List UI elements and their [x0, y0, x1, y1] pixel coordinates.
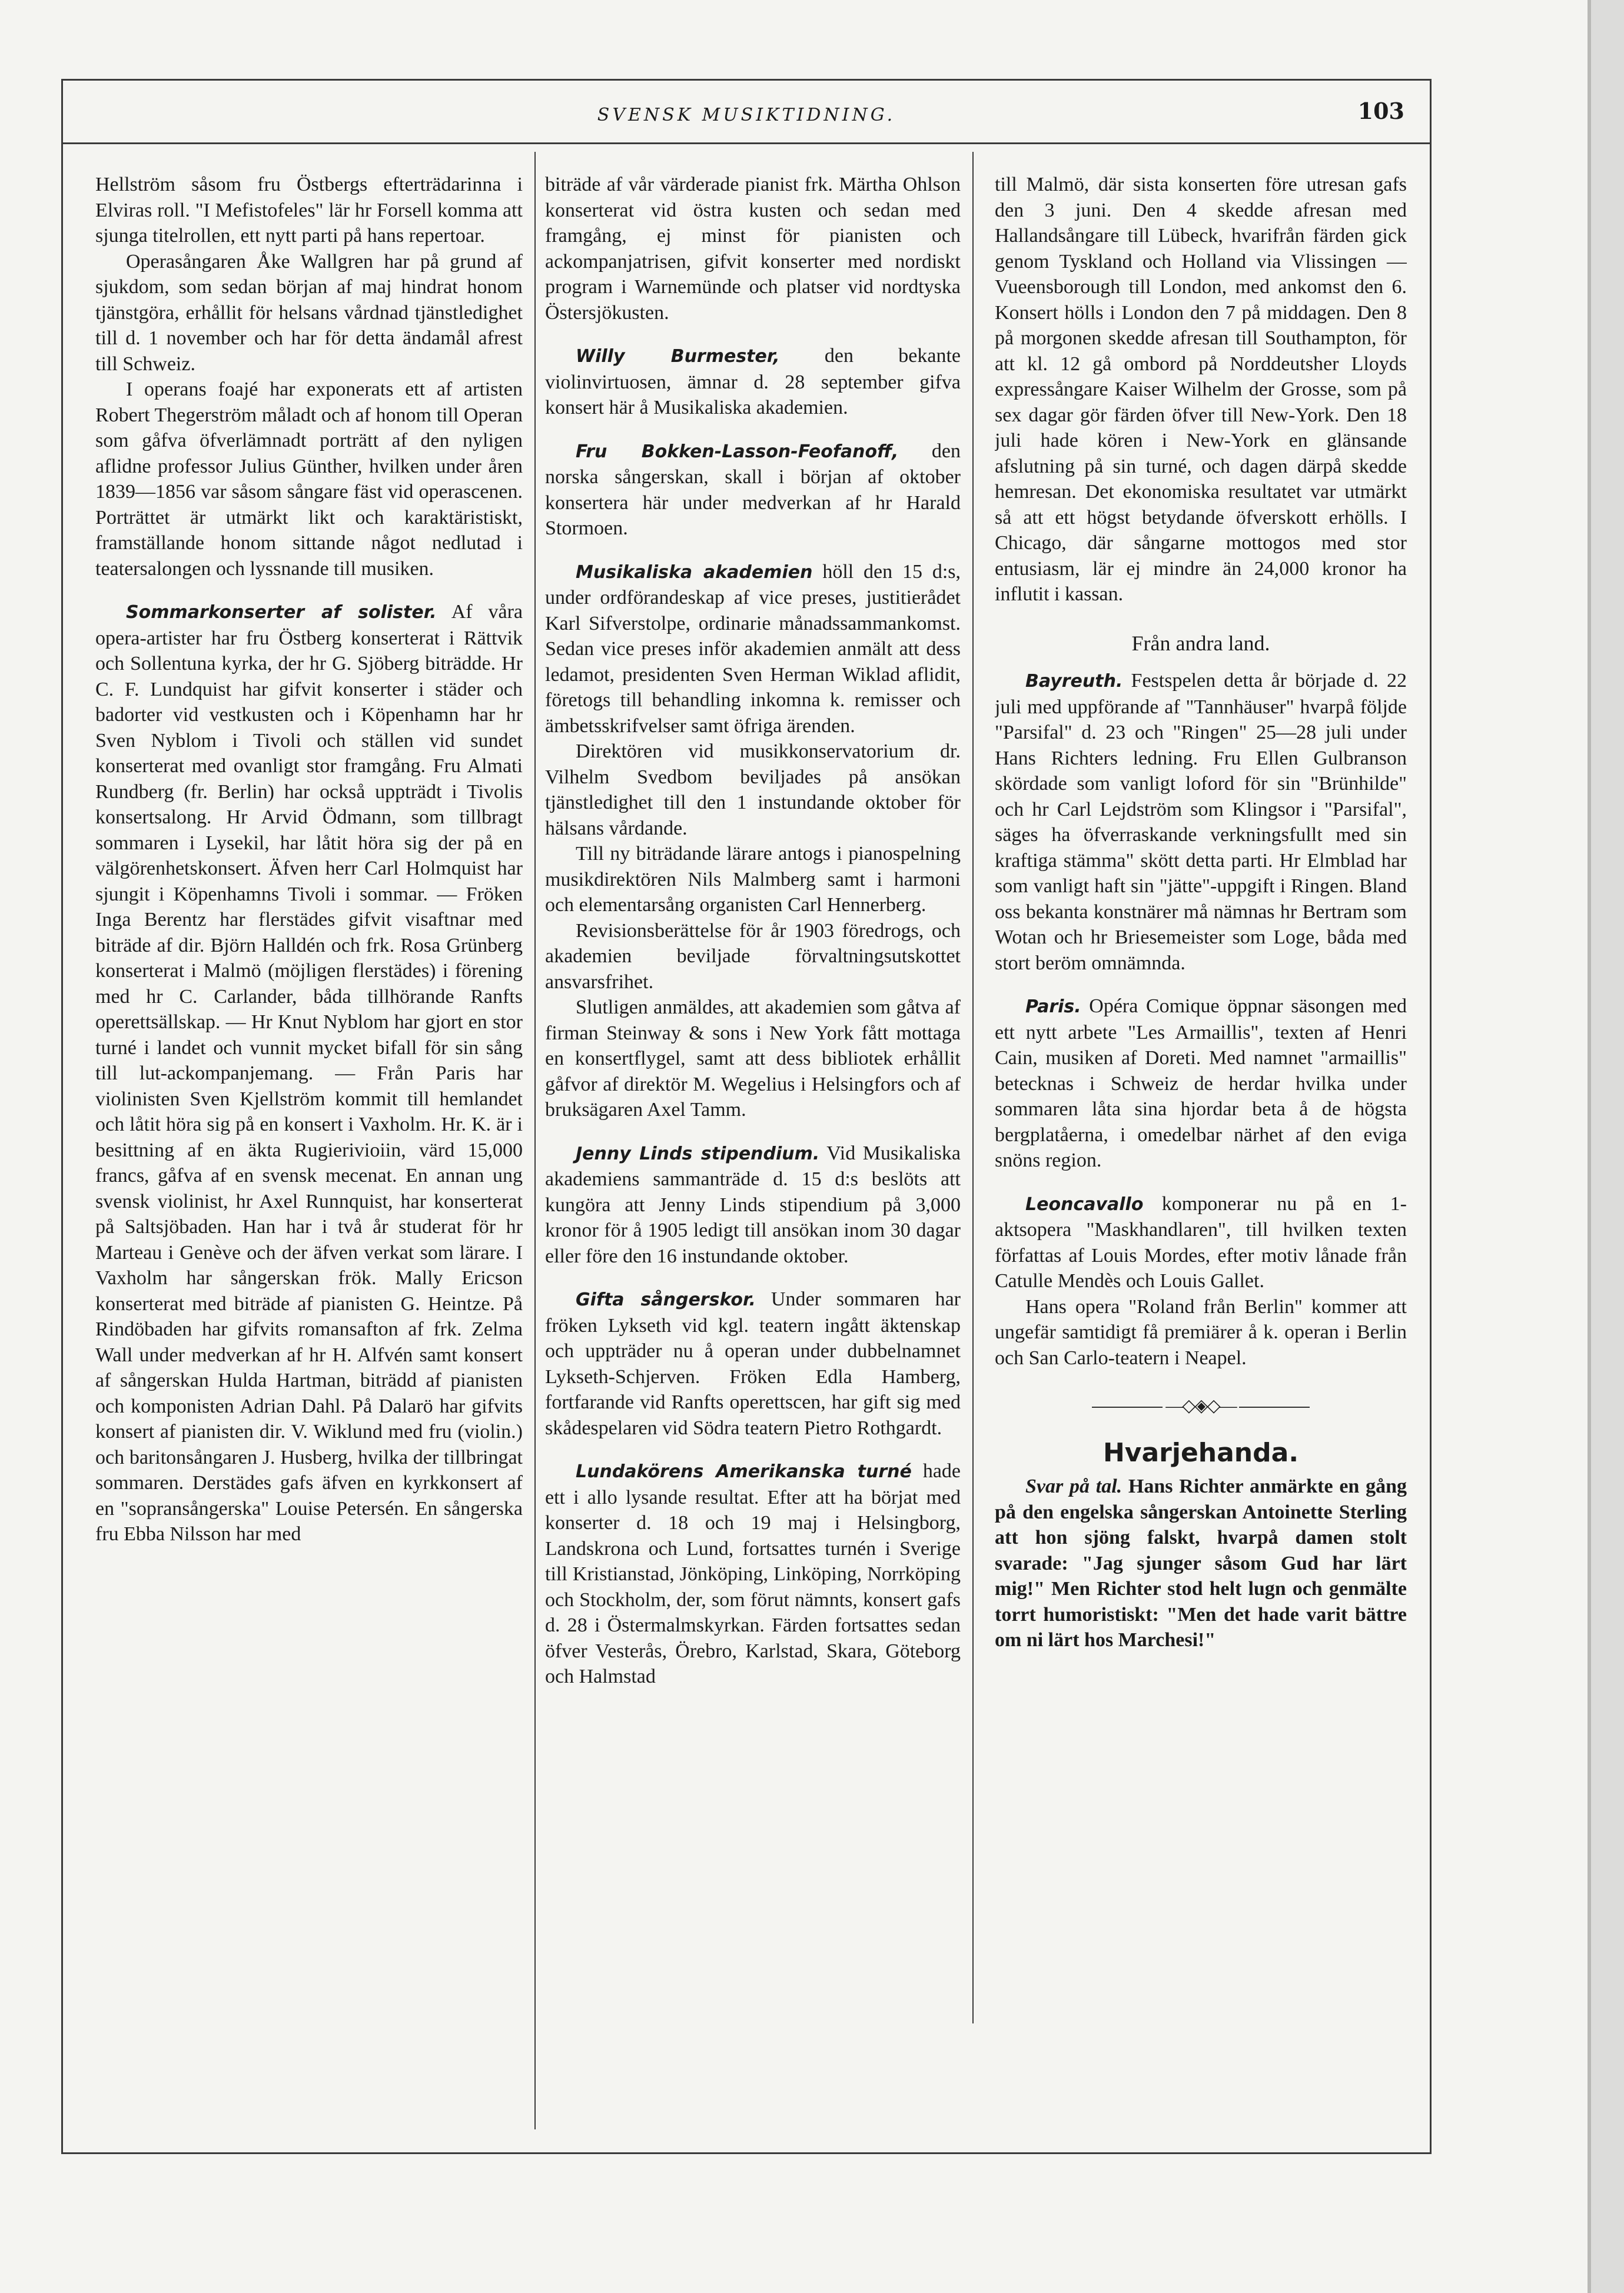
article-leoncavallo — [995, 1191, 1407, 1294]
ornament-divider — [995, 1393, 1407, 1419]
article-heading: Willy Burmester, — [576, 346, 780, 367]
ornament-line-right — [1239, 1407, 1310, 1408]
article-text: Af våra opera-artister har fru Östberg konserterat i Rättvik och Sollentuna kyrka, der hr G. Sjöberg biträdde. Hr C. F. Lundquist har gifvit konserter i städer och badorter vid vestkusten och i Köpenhamn har hr Sven Nyblom i Tivoli och ställen vid sundet konserterat med ovanligt stor framgång. Fru Almati Rundberg (fr. Berlin) har också uppträdt i Tivolis konsertsalong. Hr Arvid Ödmann, som tillbragt sommaren i Lysekil, har låtit höra sig der på en välgörenhetskonsert. Äfven herr Carl Holmquist har sjungit i Köpenhamns Tivoli i sommar. — Fröken Inga Berentz har flerstädes gifvit visaftnar med biträde af dir. Björn Halldén och frk. Rosa Grünberg konserterat i Malmö (möjligen flerstädes) i förening med hr C. Carlander, båda tillhörande Ranfts operettsällskap. — Hr Knut Nyblom har gjort en stor turné i landet och vunnit mycket bifall för sin sång till lut-ackompanjemang. — Från Paris har violinisten Sven Kjellström kommit till hemlandet och låtit höra sig på en konsert i Vaxholm. Hr. K. är i besittning af en äkta Rugierivioiin, värd 15,000 francs, gåfva af en svensk mecenat. En annan ung svensk violinist, hr Axel Runnquist, har konserterat på Saltsjöbaden. Han har i två år studerat för hr Marteau i Genève och der äfven verkat som lärare. I Vaxholm har sångerskan frök. Mally Ericson konserterat med biträde af pianisten G. Heintze. På Rindöbaden har gifvits romansafton af frk. Zelma Wall under medverkan af hr H. Alfvén samt konsert af sångerskan Hulda Hartman, biträdd af pianisten och komponisten Adrian Dahl. På Dalarö har gifvits konsert af pianisten dir. V. Wiklund med fru (violin.) och baritonsångaren J. Husberg, hvilka der tillbringat sommaren. Derstädes gafs äfven en kyrkkonsert af en "sopransångerska" Louise Petersén. En sångerska fru Ebba Nilsson har med — [95, 601, 523, 1545]
article-bokken-lasson — [545, 438, 961, 541]
article-jenny-lind — [545, 1141, 961, 1270]
paragraph: Operasångaren Åke Wallgren har på grund af sjukdom, som sedan början af maj hindrat honom tjänstgöra, erhållit för helsans vårdnad tjänstledighet till d. 1 november och har för detta ändamål afrest till Schweiz. — [95, 250, 523, 375]
article-heading: Sommarkonserter af solister. — [126, 602, 437, 623]
article-text: den norska sångerskan, skall i början af oktober konsertera här under medverkan af hr Harald Stormoen. — [545, 440, 961, 539]
article-heading: Bayreuth. — [1025, 671, 1123, 692]
article-heading: Musikaliska akademien — [576, 561, 813, 583]
article-svar-pa-tal — [995, 1474, 1407, 1653]
article-text: Vid Musikaliska akademiens sammanträde d. 15 d:s beslöts att kungöra att Jenny Linds stipendium på 3,000 kronor för å 1905 ledigt till ansökan inom 30 dagar eller före den 16 instundande oktober. — [545, 1142, 961, 1267]
paragraph: Hellström såsom fru Östbergs efterträdarinna i Elviras roll. "I Mefistofeles" lär hr Forsell komma att sjunga titelrollen, ett nytt parti på hans repertoar. — [95, 174, 523, 247]
article-bayreuth — [995, 668, 1407, 976]
article-text: hade ett i allo lysande resultat. Efter att ha börjat med konserter d. 18 och 19 maj i Helsingborg, Landskrona och Lund, fortsattes turnén i Sverige till Kristianstad, Jönköping, Linköping, Norrköping och Stockholm, der, som förut nämnts, konsert gafs d. 28 i Östermalmskyrkan. Färden fortsattes sedan öfver Vesterås, Örebro, Karlstad, Skara, Göteborg och Halmstad — [545, 1460, 961, 1687]
paragraph: till Malmö, där sista konserten före utresan gafs den 3 juni. Den 4 skedde afresan med Hallandsångare till Lübeck, hvarifrån färden gick genom Tyskland och Holland via Vlissingen —Vueensborough till London, med ankomst den 6. Konsert hölls i London den 7 på middagen. Den 8 på morgonen skedde afresan till Southampton, för att kl. 12 gå ombord på Norddeutsher Lloyds expressångare Kaiser Wilhelm der Grosse, som på sex dagar gör färden öfver till New-York. Den 18 juli hade kören i New-York en glänsande afslutning på sin turné, och dagen därpå skedde hemresan. Det ekonomiska resultatet var utmärkt så att ett högst betydande öfverskott erhölls. I Chicago, där sångarne mottogos med stor entusiasm, lär ej mindre än 24,000 kronor ha influtit i kassan. — [995, 174, 1407, 605]
running-title: SVENSK MUSIKTIDNING. — [597, 105, 896, 125]
article-text: Opéra Comique öppnar säsongen med ett nytt arbete "Les Armaillis", texten af Henri Cain, musiken af Doreti. Med namnet "armaillis" betecknas i Schweiz de herdar hvilka under sommaren låta sina hjordar beta å de högsta bergplatåerna, i omedelbar närhet af den eviga snöns region. — [995, 995, 1407, 1171]
left-column — [95, 172, 523, 2138]
paragraph: Direktören vid musikkonservatorium dr. Vilhelm Svedbom beviljades på ansökan tjänstledighet till den 1 instundande oktober för hälsans vårdande. — [545, 740, 961, 839]
article-heading: Leoncavallo — [1025, 1194, 1144, 1215]
right-column — [995, 172, 1407, 2138]
section-title-hvarjehanda: Hvarjehanda. — [1102, 1437, 1299, 1468]
page-header — [61, 94, 1432, 141]
page-edge-shadow — [1588, 0, 1591, 2293]
article-heading: Gifta sångerskor. — [576, 1290, 756, 1310]
section-title: Från andra land. — [1131, 631, 1270, 655]
paragraph: I operans foajé har exponerats ett af artisten Robert Thegerström måladt och af honom till Operan som gåfva öfverlämnadt porträtt af den nyligen aflidne professor Julius Günther, hvilken under åren 1839—1856 var såsom sångare fäst vid operascenen. Porträttet är utmärkt likt och karaktäristiskt, framställande honom sittande något nedlutad i teatersalongen och lyssnande till musiken. — [95, 378, 523, 580]
article-paris — [995, 993, 1407, 1174]
paragraph: Till ny biträdande lärare antogs i pianospelning musikdirektören Nils Malmberg samt i harmoni och elementarsång organisten Carl Hennerberg. — [545, 843, 961, 916]
article-heading: Jenny Linds stipendium. — [576, 1143, 820, 1164]
article-text: Under sommaren har fröken Lykseth vid kgl. teatern ingått äktenskap och uppträder nu å operan under dubbelnamnet Lykseth-Schjerven. Fröken Edla Hamberg, fortfarande vid Ranfts operettscen, har gift sig med skådespelaren vid Södra teatern Pietro Rothgardt. — [545, 1288, 961, 1439]
article-heading: Paris. — [1025, 996, 1081, 1017]
article-sommarkonserter — [95, 599, 523, 1547]
article-text: Festspelen detta år började d. 22 juli med uppförande af "Tannhäuser" hvarpå följde "Parsifal" d. 23 och "Ringen" 25—28 juli under Hans Richters ledning. Fru Ellen Gulbranson skördade som vanligt loford för sin "Brünhilde" och hr Carl Lejdström som Klingsor i "Parsifal", säges ha öfverraskande verkningsfullt med sin kraftiga stämma" skött detta parti. Hr Elmblad har som vanligt haft sin "jätte"-uppgift i Ringen. Bland oss bekanta konstnärer må nämnas hr Bertram som Wotan och hr Briesemeister som Loge, båda med stort beröm omnämnda. — [995, 670, 1407, 974]
article-musikaliska-akademien — [545, 559, 961, 739]
article-heading: Svar på tal. — [1025, 1476, 1122, 1497]
header-rule — [61, 142, 1432, 144]
article-lundakoren — [545, 1458, 961, 1690]
article-text: den bekante violinvirtuosen, ämnar d. 28 september gifva konsert här å Musikaliska akademien. — [545, 345, 961, 418]
article-gifta-sangerskor — [545, 1287, 961, 1441]
ornament-glyph: —◇◈◇— — [1165, 1396, 1236, 1415]
page-number: 103 — [1357, 98, 1404, 124]
article-heading: Lundakörens Amerikanska turné — [576, 1461, 912, 1482]
article-text: Hans Richter anmärkte en gång på den engelska sångerskan Antoinette Sterling att hon sjöng falskt, hvarpå damen stolt svarade: "Jag sjunger såsom Gud har lärt mig!" Men Richter stod helt lugn och genmälte torrt humoristiskt: "Men det hade varit bättre om ni lärt hos Marchesi!" — [995, 1476, 1407, 1651]
article-text: höll den 15 d:s, under ordförandeskap af vice preses, justitierådet Karl Sifverstolpe, ordinarie månadssammankomst. Sedan vice preses inför akademien anmält att dess ledamot, presidenten Sven Herman Wiklad aflidit, företogs till behandling inkomna k. remisser och ämbetsskrifvelser samt öfriga ärenden. — [545, 560, 961, 737]
article-text: komponerar nu på en 1-aktsopera "Maskhandlaren", till hvilken texten författas af Louis Mordes, efter motiv lånade från Catulle Mendès och Louis Gallet. — [995, 1192, 1407, 1292]
paragraph: Revisionsberättelse för år 1903 föredrogs, och akademien beviljade förvaltningsutskottet ansvarsfrihet. — [545, 919, 961, 993]
article-burmester — [545, 343, 961, 421]
article-heading: Fru Bokken-Lasson-Feofanoff, — [576, 441, 899, 462]
ornament-line-left — [1092, 1407, 1163, 1408]
middle-column — [545, 172, 961, 2138]
column-divider-right — [972, 152, 974, 2023]
paragraph: biträde af vår värderade pianist frk. Märtha Ohlson konserterat vid östra kusten och sedan med framgång, ej minst för pianisten och ackompanjatrisen, gifvit konserter med nordiskt program i Warnemünde och platser vid nordtyska Östersjökusten. — [545, 174, 961, 324]
column-divider-left — [534, 152, 536, 2129]
paragraph: Slutligen anmäldes, att akademien som gåtva af firman Steinway & sons i New York fått mottaga en konsertflygel, samt att dess bibliotek erhållit gåfvor af direktör M. Wegelius i Helsingfors och af bruksägaren Axel Tamm. — [545, 996, 961, 1121]
paragraph: Hans opera "Roland från Berlin" kommer att ungefär samtidigt få premiärer å k. operan i Berlin och San Carlo-teatern i Neapel. — [995, 1295, 1407, 1369]
page-edge — [1589, 0, 1624, 2293]
